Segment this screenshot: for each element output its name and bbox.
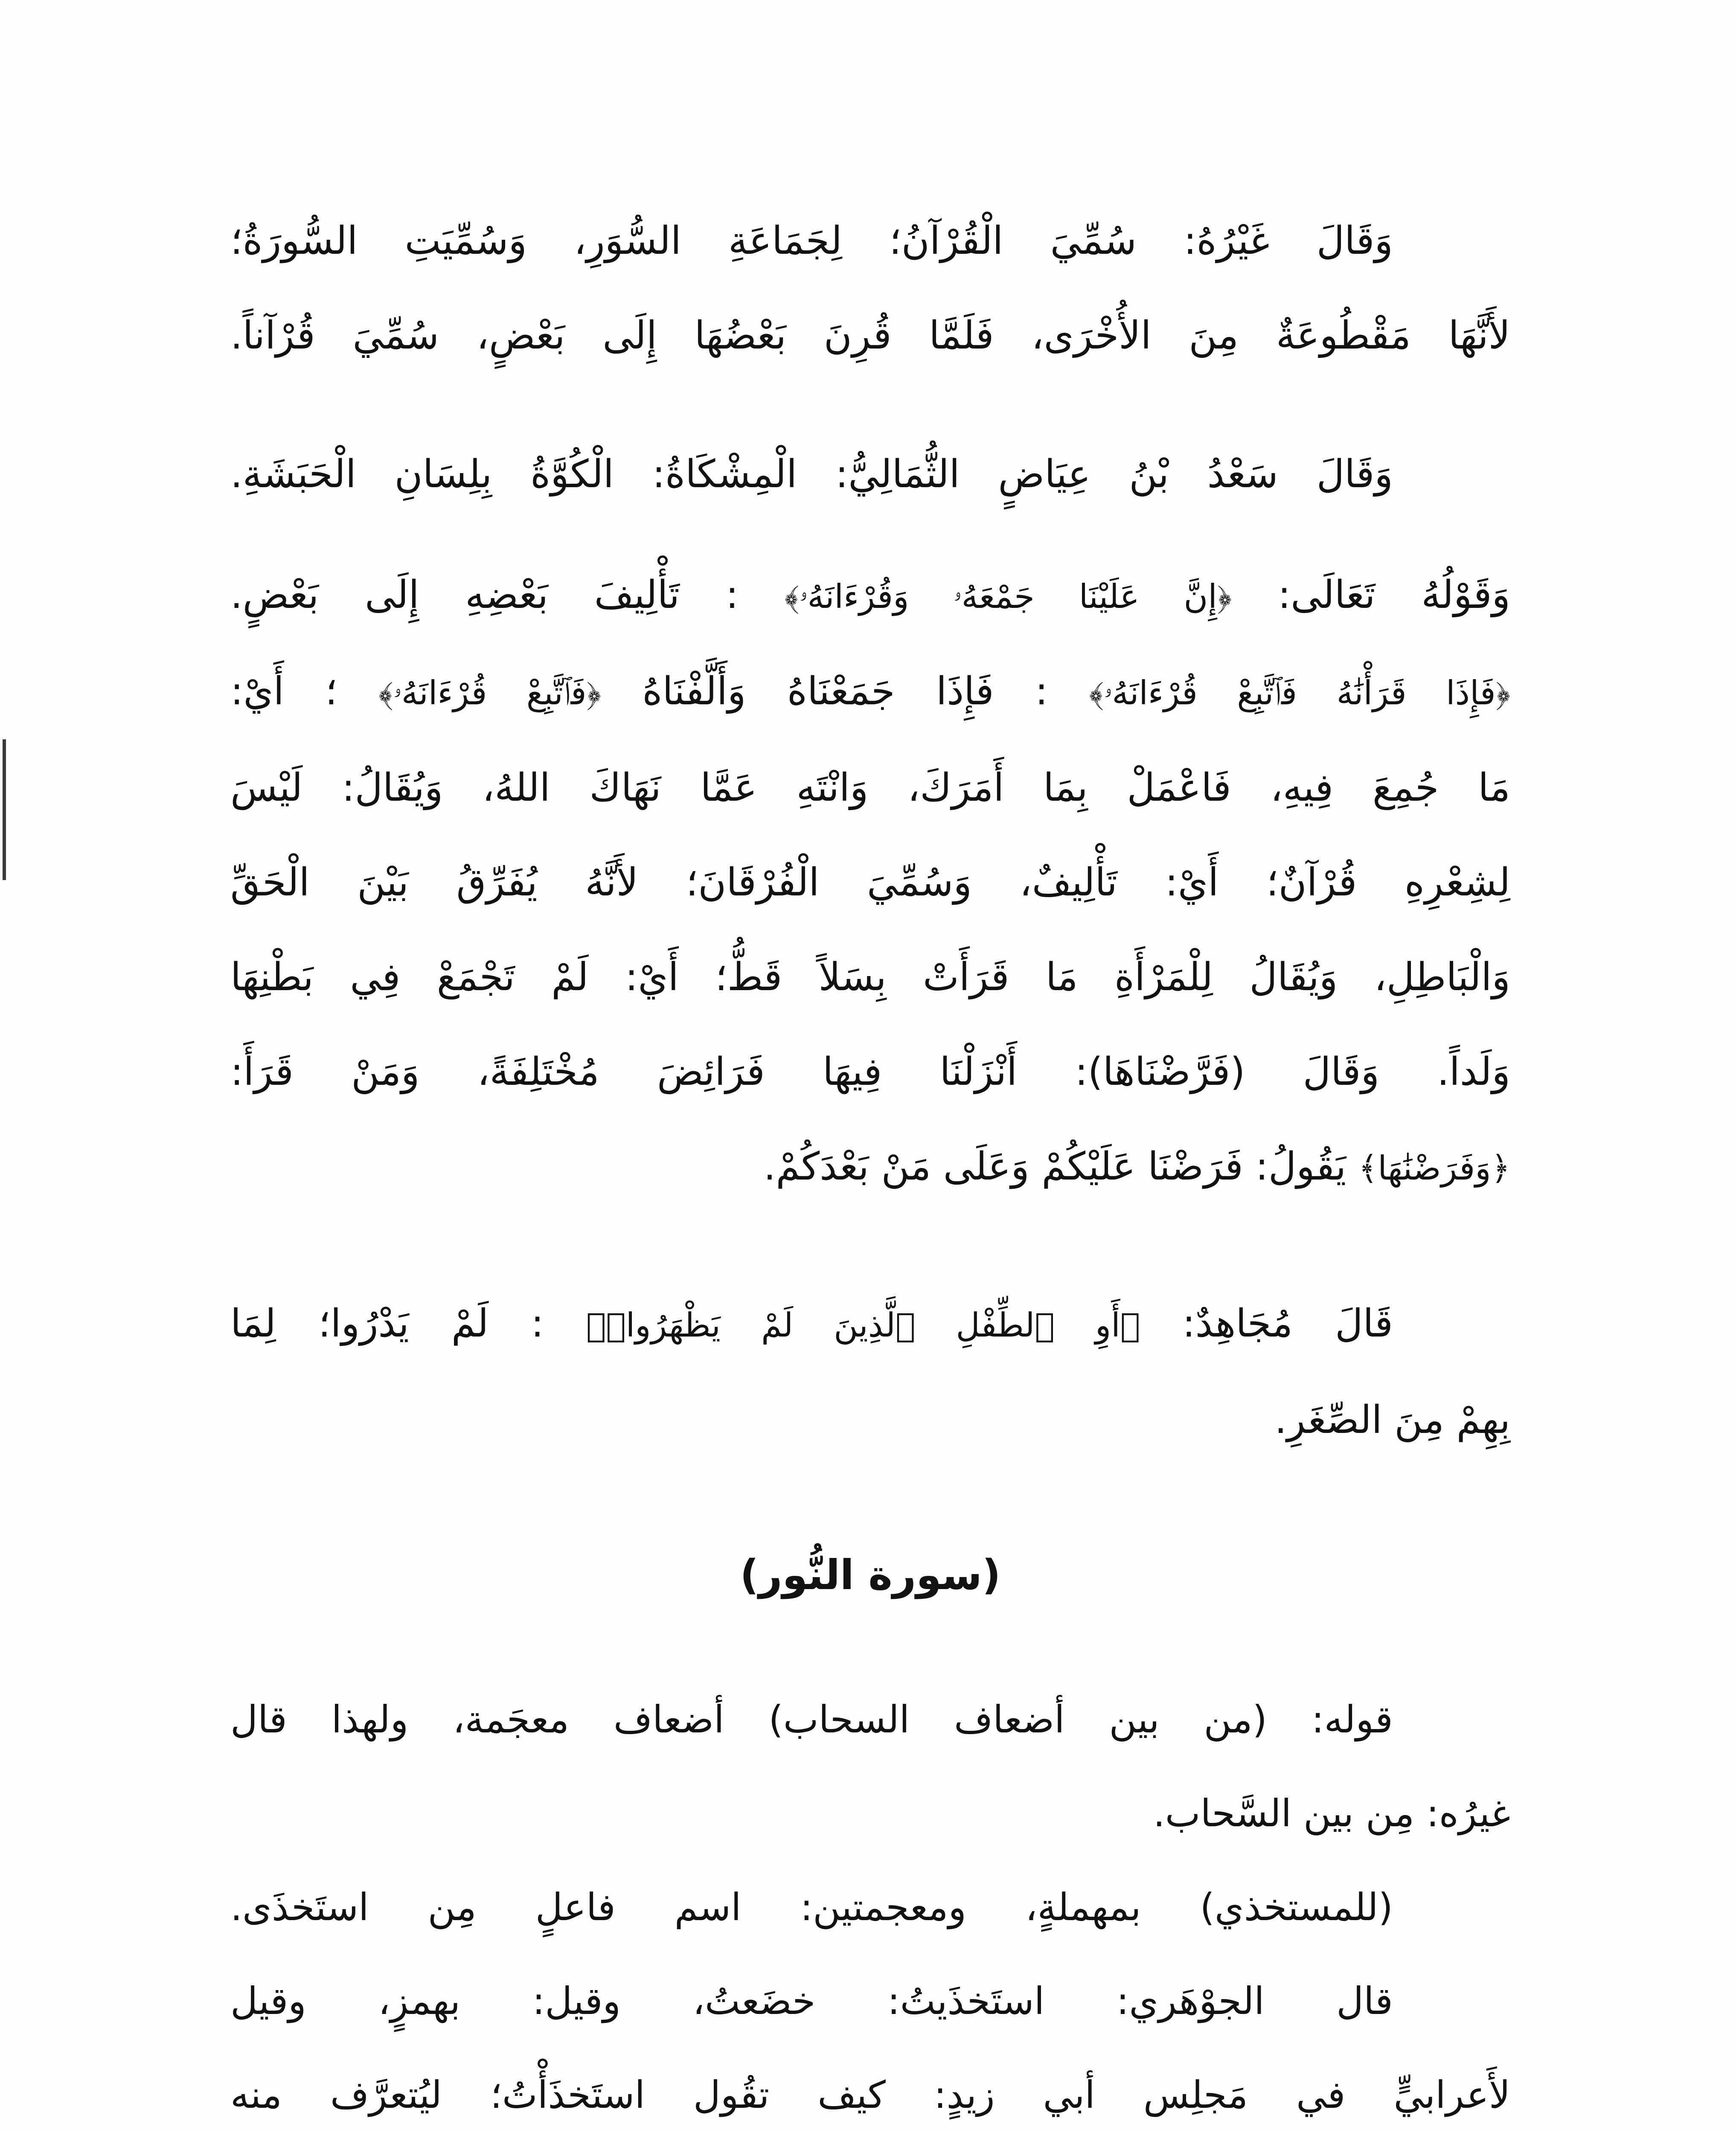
surah-heading: (سورة النُّور) xyxy=(740,1551,1001,1599)
line-text: : تَأْلِيفَ بَعْضِهِ إِلَى بَعْضٍ. xyxy=(230,572,785,617)
line-text: غيرُه: مِن بين السَّحاب. xyxy=(1153,1791,1510,1835)
line-text: : لَمْ يَدْرُوا؛ لِمَا xyxy=(230,1301,586,1346)
line-text: (للمستخذي) بمهملةٍ، ومعجمتين: اسم فاعلٍ مِن استَخذَى. xyxy=(230,1885,1393,1929)
main-text xyxy=(230,194,1510,1468)
text-line xyxy=(230,1025,1510,1119)
commentary xyxy=(230,1673,1510,2133)
paragraph xyxy=(230,194,1510,383)
text-line xyxy=(230,288,1510,383)
text-line xyxy=(230,1119,1510,1216)
paragraph xyxy=(230,1860,1510,1954)
line-text: وَلَداً. وَقَالَ (فَرَّضْنَاهَا): أَنْزَلْنَا فِيهَا فَرَائِضَ مُخْتَلِفَةً، وَمَنْ قَرَأَ: xyxy=(230,1049,1510,1094)
text-line xyxy=(230,1767,1510,1860)
line-text: وَقَالَ سَعْدُ بْنُ عِيَاضٍ الثُّمَالِيُّ: الْمِشْكَاةُ: الْكُوَّةُ بِلِسَانِ الْحَبَشَةِ. xyxy=(230,452,1393,497)
quran-quote: ﴿وَفَرَضْنَٰهَا﴾ xyxy=(1358,1149,1510,1188)
line-text: يَقُولُ: فَرَضْنَا عَلَيْكُمْ وَعَلَى مَنْ بَعْدَكُمْ. xyxy=(763,1144,1358,1189)
line-text: قوله: (من بين أضعاف السحاب) أضعاف معجَمة، ولهذا قال xyxy=(230,1697,1393,1741)
paragraph xyxy=(230,427,1510,522)
text-line xyxy=(230,548,1510,644)
paragraph xyxy=(230,548,1510,1216)
text-line xyxy=(230,644,1510,741)
text-line xyxy=(230,194,1510,288)
line-text: قَالَ مُجَاهِدٌ: xyxy=(1140,1301,1393,1346)
line-text: لأَنَّهَا مَقْطُوعَةٌ مِنَ الأُخْرَى، فَلَمَّا قُرِنَ بَعْضُهَا إِلَى بَعْضٍ، سُمِّيَ قُرْآناً. xyxy=(230,313,1510,358)
text-line xyxy=(230,1954,1510,2048)
text-line xyxy=(230,1276,1510,1373)
scan-edge-mark xyxy=(3,739,6,880)
line-text: لِشِعْرِهِ قُرْآنٌ؛ أَيْ: تَأْلِيفٌ، وَسُمِّيَ الْفُرْقَانَ؛ لأَنَّهُ يُفَرِّقُ بَيْنَ الْحَقِّ xyxy=(230,860,1510,905)
text-line xyxy=(230,1373,1510,1468)
line-text: وَقَوْلُهُ تَعَالَى: xyxy=(1232,572,1510,617)
text-line xyxy=(230,1673,1510,1767)
paragraph xyxy=(230,1954,1510,2133)
paragraph xyxy=(230,1673,1510,1860)
text-line xyxy=(230,2048,1510,2133)
line-text: بِهِمْ مِنَ الصِّغَرِ. xyxy=(1274,1398,1510,1442)
line-text: : فَإِذَا جَمَعْنَاهُ وَأَلَّفْنَاهُ xyxy=(601,669,1089,714)
quran-quote: ﴿فَٱتَّبِعْ قُرْءَانَهُۥ﴾ xyxy=(378,674,601,712)
quran-quote: ﴿إِنَّ عَلَيْنَا جَمْعَهُۥ وَقُرْءَانَهُۥ﴾ xyxy=(784,578,1232,616)
quran-quote: ﴿فَإِذَا قَرَأْنَٰهُ فَٱتَّبِعْ قُرْءَانَهُۥ﴾ xyxy=(1089,674,1511,712)
line-text: لأَعرابيٍّ في مَجلِس أبي زيدٍ: كيف تقُول استَخذَأْتُ؛ ليُتعرَّف منه xyxy=(230,2073,1510,2117)
text-line xyxy=(230,1860,1510,1954)
line-text: ؛ أَيْ: xyxy=(230,669,379,714)
line-text: وَقَالَ غَيْرُهُ: سُمِّيَ الْقُرْآنُ؛ لِجَمَاعَةِ السُّوَرِ، وَسُمِّيَتِ السُّورَةُ؛ xyxy=(230,218,1393,263)
text-line xyxy=(230,930,1510,1025)
text-line xyxy=(230,427,1510,522)
line-text: وَالْبَاطِلِ، وَيُقَالُ لِلْمَرْأَةِ مَا قَرَأَتْ بِسَلاً قَطُّ؛ أَيْ: لَمْ تَجْمَعْ فِي بَطْنِهَا xyxy=(230,955,1510,1000)
text-line xyxy=(230,835,1510,930)
line-text: مَا جُمِعَ فِيهِ، فَاعْمَلْ بِمَا أَمَرَكَ، وَانْتَهِ عَمَّا نَهَاكَ اللهُ، وَيُقَالُ: لَيْسَ xyxy=(230,765,1510,810)
paragraph xyxy=(230,1276,1510,1468)
line-text: قال الجوْهَري: استَخذَيتُ: خضَعتُ، وقيل: بهمزٍ، وقيل xyxy=(230,1979,1393,2023)
quran-quote: ﴿أَوِ ٱلطِّفْلِ ٱلَّذِينَ لَمْ يَظْهَرُوا۟﴾ xyxy=(586,1306,1140,1345)
text-line xyxy=(230,741,1510,835)
text-block xyxy=(230,194,1510,2133)
